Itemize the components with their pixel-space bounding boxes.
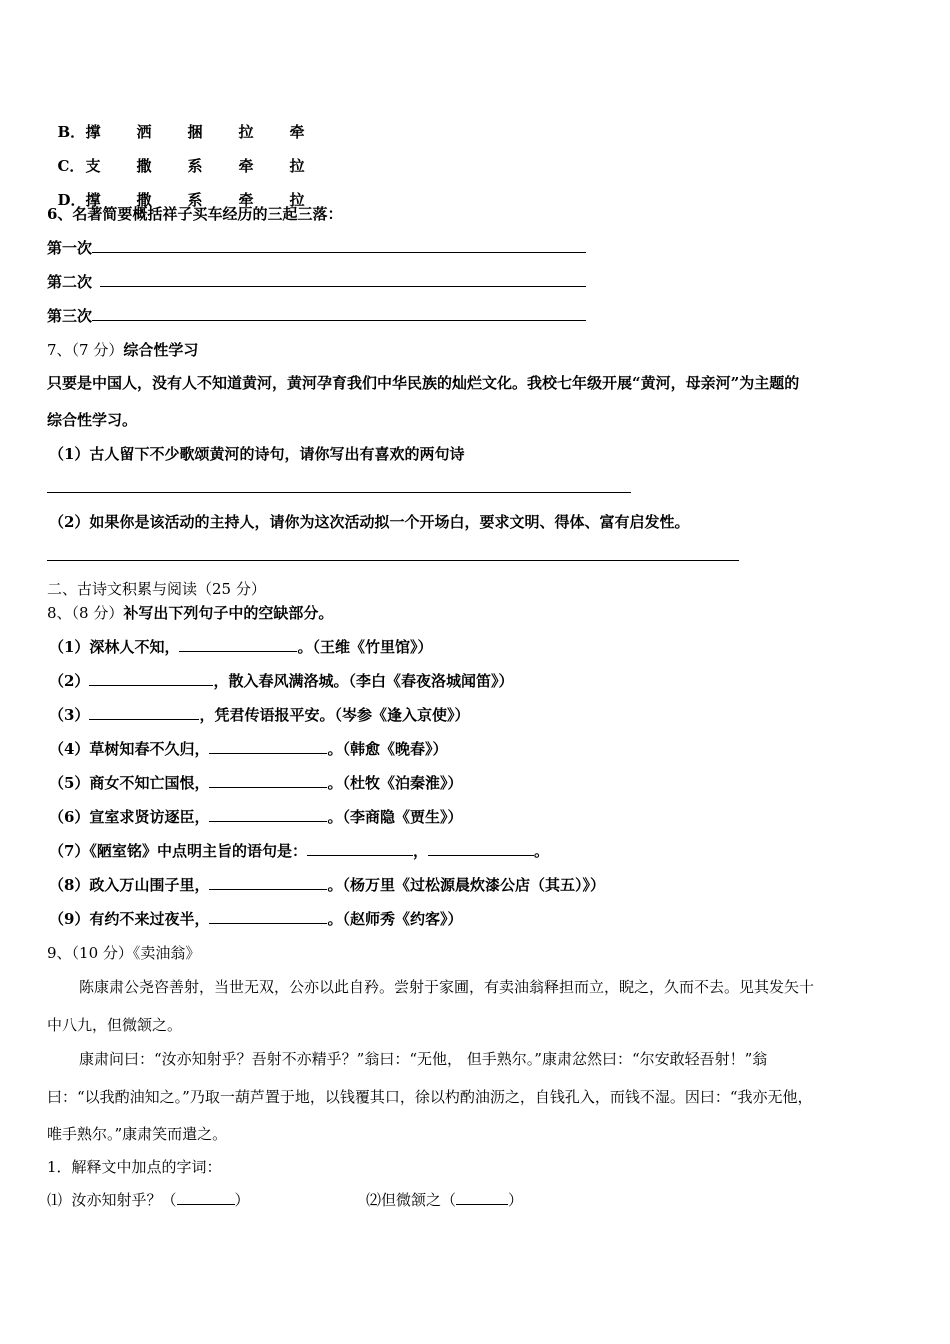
q6-second-blank[interactable] (100, 272, 586, 287)
q8-item-7 (49, 841, 549, 861)
q8-blank[interactable] (209, 909, 327, 924)
q7-header (47, 340, 198, 360)
option-char: 拉 (238, 123, 254, 141)
q8-item-source: 。（赵师秀《约客》） (327, 910, 463, 928)
q8-item-source: ，凭君传语报平安。（岑参《逢入京使》） (199, 706, 470, 724)
q6-second-row (47, 272, 586, 292)
q8-item-2 (49, 671, 513, 691)
q7-sub2-answer-line[interactable] (47, 560, 739, 561)
q9-answer-1 (47, 1190, 250, 1210)
option-char: 撒 (136, 157, 152, 175)
option-char: 系 (187, 191, 203, 209)
option-char: 支 (85, 157, 101, 175)
q7-sub2: （2）如果你是该活动的主持人，请你为这次活动拟一个开场白，要求文明、得体、富有启发性。 (49, 513, 690, 531)
option-letter: C． (57, 157, 85, 175)
q9-p1-line2: 中八九，但微颔之。 (47, 1016, 183, 1034)
q8-blank[interactable] (209, 773, 327, 788)
q8-item-source: 。（韩愈《晚春》） (327, 740, 448, 758)
q9-a1-close: ） (234, 1191, 250, 1209)
q8-item-source: 。（杜牧《泊秦淮》） (327, 774, 463, 792)
option-char: 拉 (289, 191, 305, 209)
option-char: 洒 (136, 123, 152, 141)
q8-item-text: （8）政入万山围子里， (49, 876, 210, 894)
q8-item-source: 。（李商隐《贾生》） (327, 808, 463, 826)
q8-number: 8、（8 分） (47, 604, 124, 622)
option-char: 系 (187, 157, 203, 175)
q8-item-6 (49, 807, 462, 827)
q8-item-text: （2） (49, 672, 90, 690)
q6-third-row (47, 306, 586, 326)
q8-title: 补写出下列句子中的空缺部分。 (123, 604, 334, 622)
q8-item-text: （1）深林人不知， (49, 638, 180, 656)
option-char: 撑 (85, 191, 101, 209)
section2-title: 二、古诗文积累与阅读（25 分） (47, 580, 266, 598)
option-letter: B． (57, 123, 86, 141)
q9-a2-label: ⑵但微颔之（ (366, 1191, 457, 1209)
q9-a2-close: ） (508, 1191, 524, 1209)
q8-item-3 (49, 705, 469, 725)
q9-a2-blank[interactable] (456, 1190, 508, 1205)
q7-sub1: （1）古人留下不少歌颂黄河的诗句，请你写出有喜欢的两句诗 (49, 445, 465, 463)
q6-first-row (47, 238, 586, 258)
q8-item-4 (49, 739, 447, 759)
option-char: 牵 (238, 157, 254, 175)
q7-title: 综合性学习 (123, 341, 199, 359)
option-char: 拉 (289, 157, 305, 175)
q8-item-source: 。（王维《竹里馆》） (297, 638, 433, 656)
q8-item-text: （5）商女不知亡国恨， (49, 774, 210, 792)
q6-third-label: 第三次 (47, 307, 93, 325)
q8-item-text: （7）《陋室铭》中点明主旨的语句是： (49, 842, 307, 860)
q8-item-text: （4）草树知春不久归， (49, 740, 210, 758)
option-char: 牵 (238, 191, 254, 209)
q8-blank[interactable] (209, 739, 327, 754)
q8-item-1 (49, 637, 432, 657)
q8-blank[interactable] (89, 671, 213, 686)
q9-header: 9、（10 分）《卖油翁》 (47, 944, 201, 962)
q8-item-text: （6）宣室求贤访逐臣， (49, 808, 210, 826)
q8-blank[interactable] (179, 637, 297, 652)
q8-blank[interactable] (209, 875, 327, 890)
option-char: 捆 (187, 123, 203, 141)
q8-blank[interactable] (209, 807, 327, 822)
q8-item-text: （9）有约不来过夜半， (49, 910, 210, 928)
q9-p2-line2: 曰：“以我酌油知之。”乃取一葫芦置于地，以钱覆其口，徐以杓酌油沥之，自钱孔入，而钱不湿。因曰：“我亦无他， (47, 1088, 813, 1106)
q6-first-label: 第一次 (47, 239, 93, 257)
q7-intro-line1: 只要是中国人，没有人不知道黄河，黄河孕育我们中华民族的灿烂文化。我校七年级开展“黄河，母亲河”为主题的 (47, 374, 800, 392)
q6-first-blank[interactable] (92, 238, 586, 253)
q8-item-9 (49, 909, 462, 929)
q9-a1-blank[interactable] (177, 1190, 235, 1205)
q9-p1-line1: 陈康肃公尧咨善射，当世无双，公亦以此自矜。尝射于家圃，有卖油翁释担而立，睨之，久而不去。见其发矢十 (79, 978, 815, 996)
q9-a1-label: ⑴ 汝亦知射乎？（ (47, 1191, 177, 1209)
q6-third-blank[interactable] (92, 306, 586, 321)
option-char: 撒 (136, 191, 152, 209)
q8-item-8 (49, 875, 605, 895)
q8-item-source: ，散入春风满洛城。（李白《春夜洛城闻笛》） (213, 672, 514, 690)
q8-item-text: （3） (49, 706, 90, 724)
q9-p2-line1: 康肃问曰：“汝亦知射乎？吾射不亦精乎？”翁曰：“无他， 但手熟尔。”康肃忿然曰：“尔安敢轻吾射！”翁 (79, 1050, 768, 1068)
option-letter: D． (57, 191, 86, 209)
q9-p2-line3: 唯手熟尔。”康肃笑而遣之。 (47, 1125, 228, 1143)
q8-item-end: 。 (533, 842, 549, 860)
q9-task: 1．解释文中加点的字词： (47, 1158, 222, 1176)
q8-blank[interactable] (89, 705, 199, 720)
q6-title: 6、名著简要概括祥子买车经历的三起三落： (47, 205, 343, 223)
option-char: 牵 (289, 123, 305, 141)
q8-item-5 (49, 773, 462, 793)
q8-header (47, 603, 333, 623)
q8-blank[interactable] (428, 841, 534, 856)
q8-blank[interactable] (307, 841, 413, 856)
option-char: 撑 (85, 123, 101, 141)
q7-number: 7、（7 分） (47, 341, 124, 359)
q8-item-source: 。（杨万里《过松源晨炊漆公店（其五）》） (327, 876, 605, 894)
q7-sub1-answer-line[interactable] (47, 492, 631, 493)
q8-item-comma: ， (412, 842, 428, 860)
q9-answer-2 (366, 1190, 523, 1210)
q6-second-label: 第二次 (47, 273, 93, 291)
q7-intro-line2: 综合性学习。 (47, 411, 138, 429)
